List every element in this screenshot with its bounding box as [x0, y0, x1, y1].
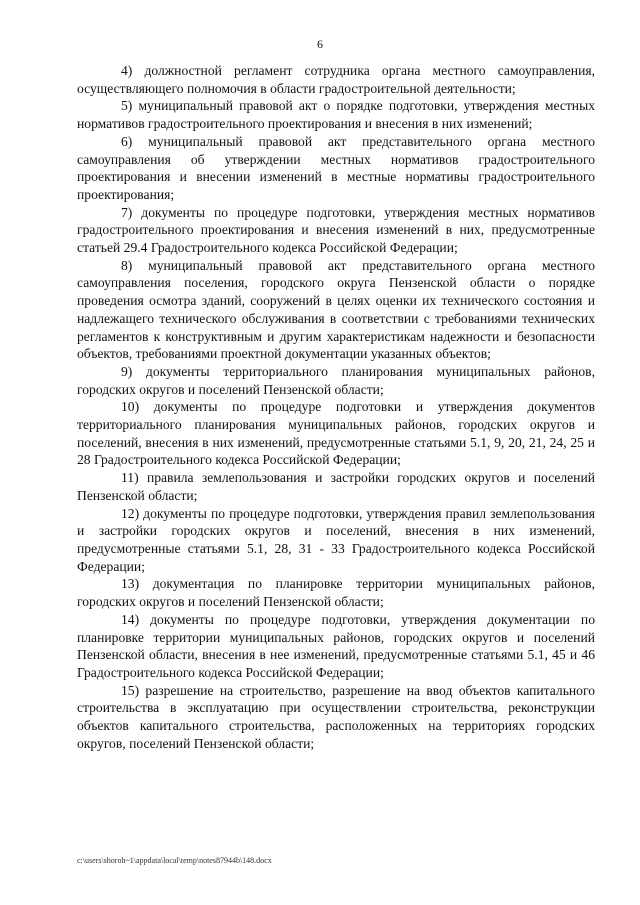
- list-item-4: 4) должностной регламент сотрудника органа местного самоуправления, осуществляющего полномочия в области градостроительной деятельности;: [77, 63, 595, 96]
- file-path-footer: c:\users\shoroh~1\appdata\local\temp\notes87944b\148.docx: [77, 856, 272, 865]
- list-item-8: 8) муниципальный правовой акт представительного органа местного самоуправления поселения, городского округа Пензенской области о порядке проведения осмотра зданий, сооружений в целях оценки их технического состояния и надлежащего технического обслуживания в соответствии с требованиями технических регламентов к конструктивным и другим характеристикам надежности и безопасности объектов, требованиями проектной документации указанных объектов;: [77, 257, 595, 362]
- list-item-11: 11) правила землепользования и застройки городских округов и поселений Пензенской области;: [77, 470, 595, 503]
- list-item-5: 5) муниципальный правовой акт о порядке подготовки, утверждения местных нормативов градостроительного проектирования и внесения в них изменений;: [77, 98, 595, 132]
- list-item-14: 14) документы по процедуре подготовки, утверждения документации по планировке территории муниципальных районов, городских округов и поселений Пензенской области, внесения в нее изменений, предусмотренные статьями 5.1, 45 и 46 Градостроительного кодекса Российской Федерации;: [77, 611, 595, 680]
- list-item-13: 13) документация по планировке территории муниципальных районов, городских округов и поселений Пензенской области;: [77, 576, 595, 610]
- list-item-6: 6) муниципальный правовой акт представительного органа местного самоуправления об утверждении местных нормативов градостроительного проектирования и внесении изменений в местные нормативы градостроительного проектирования;: [77, 133, 595, 202]
- list-item-10: 10) документы по процедуре подготовки и утверждения документов территориального планирования муниципальных районов, городских округов и поселений, внесения в них изменений, предусмотренные статьями 5.1, 9, 20, 21, 24, 25 и 28 Градостроительного кодекса Российской Федерации;: [77, 399, 595, 468]
- document-body: [77, 62, 595, 752]
- page-number: 6: [317, 37, 323, 51]
- list-item-9: 9) документы территориального планирования муниципальных районов, городских округов и поселений Пензенской области;: [77, 363, 595, 397]
- list-item-12: 12) документы по процедуре подготовки, утверждения правил землепользования и застройки городских округов и поселений, внесения в них изменений, предусмотренные статьями 5.1, 28, 31 - 33 Градостроительного кодекса Российской Федерации;: [77, 505, 595, 574]
- list-item-15: 15) разрешение на строительство, разрешение на ввод объектов капитального строительства в эксплуатацию при осуществлении строительства, реконструкции объектов капитального строительства, расположенных на территориях городских округов, поселений Пензенской области;: [77, 682, 595, 751]
- list-item-7: 7) документы по процедуре подготовки, утверждения местных нормативов градостроительного проектирования и внесения изменений в них, предусмотренные статьей 29.4 Градостроительного кодекса Российской Федерации;: [77, 204, 595, 256]
